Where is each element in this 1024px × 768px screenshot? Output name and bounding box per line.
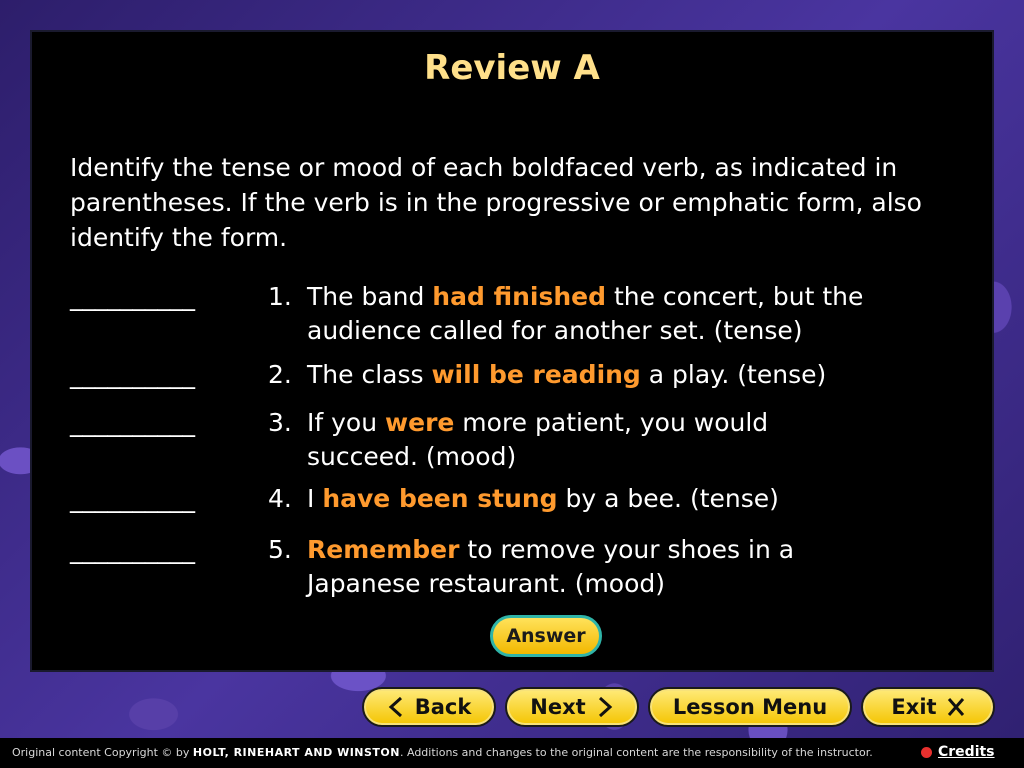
credits-label: Credits xyxy=(938,744,995,760)
question-pre: The class xyxy=(307,360,432,389)
question-text xyxy=(307,533,907,601)
question-text xyxy=(307,358,967,392)
question-post: by a bee. (tense) xyxy=(557,484,779,513)
question-pre: If you xyxy=(307,408,386,437)
answer-blank: __________ xyxy=(70,360,195,389)
answer-button[interactable]: Answer xyxy=(490,615,602,657)
bold-verb: had finished xyxy=(432,282,606,311)
instructions-text: Identify the tense or mood of each boldfaced verb, as indicated in parentheses. If the verb is in the progressive or emphatic form, also identify the form. xyxy=(70,153,922,252)
question-number: 3. xyxy=(268,408,292,437)
bold-verb: have been stung xyxy=(322,484,558,513)
close-icon xyxy=(947,696,965,718)
answer-blank: __________ xyxy=(70,484,195,513)
question-post: more patient, you would succeed. (mood) xyxy=(307,408,769,471)
exit-button[interactable] xyxy=(861,687,995,727)
question-pre: The band xyxy=(307,282,433,311)
lesson-menu-label: Lesson Menu xyxy=(672,695,828,719)
copyright-post: . Additions and changes to the original content are the responsibility of the instructor. xyxy=(400,746,873,759)
answer-blank: __________ xyxy=(70,282,195,311)
question-post: to remove your shoes in a Japanese restaurant. (mood) xyxy=(307,535,795,598)
answer-blank: __________ xyxy=(70,535,195,564)
question-number: 4. xyxy=(268,484,292,513)
red-dot-icon xyxy=(921,747,932,758)
footer-bar xyxy=(0,738,1024,768)
chevron-right-icon xyxy=(596,696,614,718)
back-label: Back xyxy=(414,695,472,719)
question-pre: I xyxy=(307,484,323,513)
question-post: the concert, but the audience called for another set. (tense) xyxy=(307,282,864,345)
question-number: 2. xyxy=(268,360,292,389)
bold-verb: were xyxy=(385,408,455,437)
next-label: Next xyxy=(530,695,586,719)
exit-label: Exit xyxy=(891,695,937,719)
bold-verb: will be reading xyxy=(431,360,641,389)
bold-verb: Remember xyxy=(307,535,460,564)
question-text xyxy=(307,406,887,474)
copyright-pre: Original content Copyright © by xyxy=(12,746,190,759)
question-text xyxy=(307,482,967,516)
question-post: a play. (tense) xyxy=(640,360,827,389)
lesson-menu-button[interactable] xyxy=(648,687,852,727)
copyright-text xyxy=(12,746,873,759)
question-number: 5. xyxy=(268,535,292,564)
publisher-name: HOLT, RINEHART AND WINSTON xyxy=(192,746,400,759)
back-button[interactable] xyxy=(362,687,496,727)
answer-blank: __________ xyxy=(70,408,195,437)
question-text xyxy=(307,280,967,348)
credits-link[interactable] xyxy=(921,744,995,760)
chevron-left-icon xyxy=(387,696,405,718)
slide-title: Review A xyxy=(424,48,600,88)
next-button[interactable] xyxy=(505,687,639,727)
question-number: 1. xyxy=(268,282,292,311)
